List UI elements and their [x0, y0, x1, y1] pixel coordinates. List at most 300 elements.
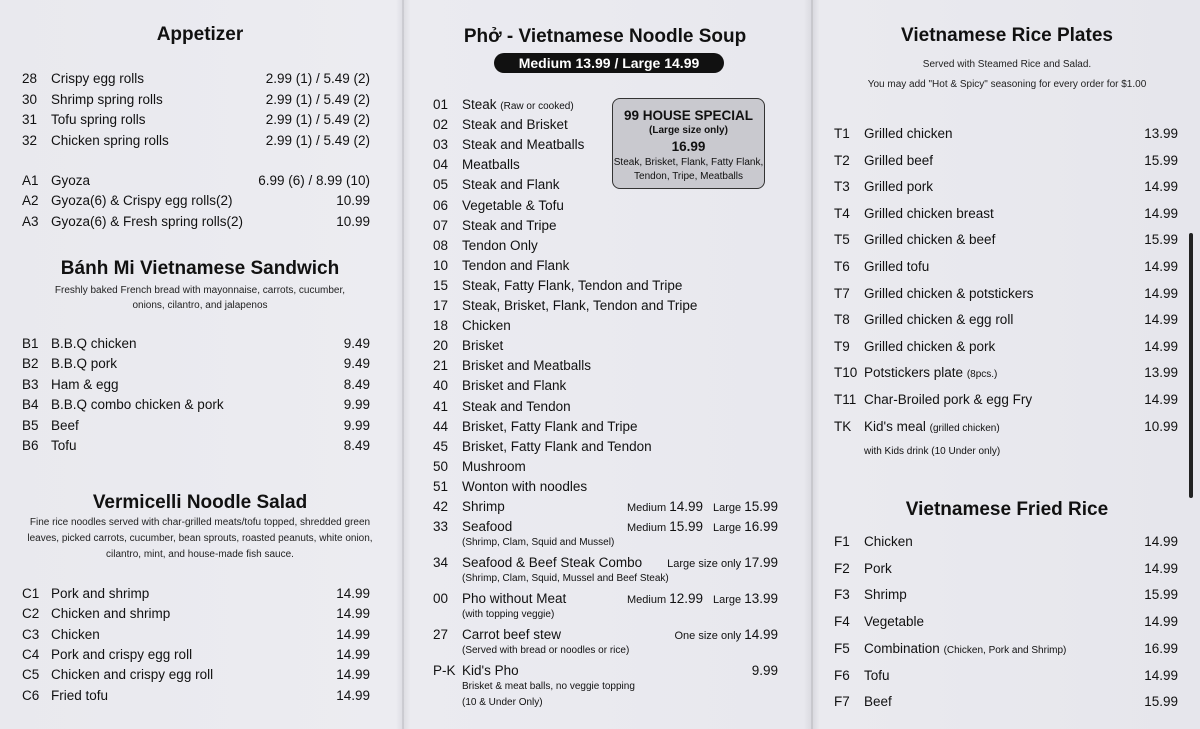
item-name-text: Steak, Brisket, Flank, Tendon and Tripe [462, 298, 698, 313]
item-name-text: Char-Broiled pork & egg Fry [864, 392, 1033, 407]
item-code: T7 [834, 285, 850, 301]
menu-item [834, 364, 1178, 382]
item-code: 10 [433, 257, 449, 273]
pho-size-badge: Medium 13.99 / Large 14.99 [494, 53, 724, 73]
rice-plates-desc [812, 55, 1200, 95]
item-code: F4 [834, 614, 850, 630]
item-name [51, 417, 79, 435]
price-label: Large [713, 502, 742, 514]
menu-item [834, 311, 1178, 329]
item-name [462, 156, 520, 174]
item-note: (grilled chicken) [929, 422, 1000, 434]
item-price: 14.99 [336, 687, 370, 703]
item-price: 14.99 [1144, 285, 1178, 301]
item-name-text: Brisket, Fatty Flank and Tendon [462, 438, 652, 454]
item-name [462, 217, 557, 235]
item-price: 14.99 [1144, 392, 1178, 407]
item-name-text: Grilled chicken & egg roll [864, 312, 1014, 328]
house-special-title: 99 HOUSE SPECIAL [623, 108, 754, 123]
item-name-text: Pork and shrimp [51, 586, 150, 601]
menu-item [834, 205, 1178, 223]
item-code: 42 [433, 499, 449, 514]
item-name [864, 125, 953, 143]
item-code: C1 [22, 586, 40, 601]
item-price: 2.99 (1) / 5.49 (2) [265, 133, 370, 148]
price-label: Medium [627, 522, 667, 535]
item-name [462, 626, 561, 644]
item-price: 14.99 [1144, 338, 1178, 354]
item-price: 14.99 [336, 646, 370, 662]
item-code: C2 [22, 606, 40, 622]
item-code: 45 [433, 438, 449, 454]
house-special-desc: Steak, Brisket, Flank, Fatty Flank, [613, 157, 764, 168]
item-name-text: Gyoza(6) & Crispy egg rolls(2) [51, 193, 233, 208]
item-name-text: Ham & egg [51, 376, 119, 392]
price-label: Large [713, 594, 742, 607]
item-name [51, 605, 170, 623]
item-code: 28 [22, 71, 38, 86]
item-name-text: Steak and Tendon [462, 398, 571, 414]
price-value: 14.99 [744, 627, 778, 643]
item-code: 21 [433, 358, 449, 374]
item-name [51, 646, 192, 664]
item-name-text: Chicken spring rolls [51, 133, 169, 148]
item-code: T5 [834, 232, 850, 248]
menu-item [834, 640, 1178, 658]
menu-item [22, 437, 370, 455]
item-price: 15.99 [1144, 232, 1178, 248]
price-value: 13.99 [744, 591, 778, 607]
item-name [462, 116, 568, 134]
menu-item [834, 152, 1178, 170]
item-name [51, 396, 224, 414]
item-code: 40 [433, 378, 449, 394]
item-price: 14.99 [336, 626, 370, 642]
item-name [51, 213, 243, 231]
menu-item [433, 176, 778, 194]
menu-item [433, 237, 778, 255]
item-name-text: Pork and crispy egg roll [51, 646, 193, 662]
item-price: 8.49 [343, 376, 370, 392]
item-price: 9.49 [343, 356, 370, 372]
item-price: 10.99 [336, 193, 370, 208]
item-name-text: Kid's meal [864, 418, 926, 434]
desc-line: leaves, picked carrots, cucumber, bean sprouts, roasted peanuts, white onion, [27, 533, 373, 544]
item-name [462, 662, 519, 680]
item-name [864, 391, 1032, 409]
item-name [864, 364, 997, 384]
item-code: 31 [22, 112, 38, 127]
price-label: Large [713, 522, 742, 535]
item-name [864, 667, 890, 685]
item-code: T11 [834, 392, 857, 407]
item-subtext: Brisket & meat balls, no veggie topping [462, 681, 635, 693]
item-name [864, 613, 924, 631]
item-price: 9.99 [343, 397, 370, 413]
item-name [864, 231, 995, 249]
item-code: 01 [433, 97, 449, 112]
item-code: TK [834, 418, 852, 434]
item-code: 50 [433, 458, 449, 474]
desc-line: Served with Steamed Rice and Salad. [922, 59, 1092, 70]
price-option [627, 519, 703, 535]
menu-item [22, 335, 370, 353]
item-name [462, 317, 511, 335]
menu-item [433, 478, 778, 496]
item-code: B1 [22, 336, 39, 351]
price-option [674, 627, 778, 643]
item-name-text: Meatballs [462, 157, 520, 173]
item-code: F5 [834, 640, 850, 656]
item-prices [664, 626, 778, 645]
menu-item [433, 418, 778, 436]
price-label: Medium [627, 502, 667, 514]
item-name [51, 666, 213, 684]
price-option [713, 499, 778, 514]
menu-item [22, 376, 370, 394]
menu-item [22, 646, 370, 664]
menu-item [834, 560, 1178, 578]
item-code: 00 [433, 591, 449, 607]
item-code: 32 [22, 133, 38, 148]
menu-item [433, 518, 778, 536]
item-price: 14.99 [1144, 312, 1178, 328]
item-prices [617, 590, 778, 609]
item-code: 06 [433, 197, 449, 213]
desc-line: cilantro, mint, and house-made fish sauce. [106, 549, 294, 560]
item-name-text: Grilled chicken & beef [864, 232, 996, 248]
item-note: (Chicken, Pork and Shrimp) [943, 644, 1067, 656]
rice-plates-title: Vietnamese Rice Plates [901, 25, 1113, 46]
scrollbar[interactable] [1189, 233, 1193, 498]
menu-item [433, 136, 778, 154]
item-name [51, 335, 137, 353]
menu-item [433, 662, 778, 680]
item-name [864, 258, 929, 276]
item-name-text: Fried tofu [51, 687, 109, 703]
item-code: C4 [22, 646, 40, 662]
item-name-text: Chicken and crispy egg roll [51, 667, 214, 683]
item-name [51, 70, 144, 88]
menu-item [22, 417, 370, 435]
item-name [864, 693, 892, 711]
item-code: 34 [433, 555, 449, 571]
menu-item [433, 357, 778, 375]
item-name-text: Tofu [864, 667, 890, 683]
item-price: 15.99 [1144, 694, 1178, 710]
vermicelli-desc [0, 515, 400, 563]
menu-item [834, 613, 1178, 631]
item-price: 15.99 [1144, 587, 1178, 603]
menu-item [834, 178, 1178, 196]
item-code: 41 [433, 398, 449, 414]
item-name-text: Grilled tofu [864, 259, 930, 274]
item-name-text: Carrot beef stew [462, 627, 562, 643]
fold-line [402, 0, 404, 729]
menu-item [433, 317, 778, 335]
item-subtext: (with topping veggie) [462, 609, 555, 621]
item-name [51, 111, 146, 129]
item-code: B5 [22, 417, 39, 433]
item-price: 14.99 [336, 586, 370, 601]
item-price: 14.99 [1144, 667, 1178, 683]
item-note: (Raw or cooked) [500, 101, 574, 112]
item-name [462, 398, 571, 416]
item-code: 33 [433, 519, 449, 535]
item-code: 03 [433, 137, 449, 153]
house-special-price: 16.99 [671, 139, 706, 154]
item-name-text: Chicken and shrimp [51, 606, 171, 622]
item-subtext: (10 & Under Only) [462, 697, 543, 709]
item-name [462, 237, 538, 255]
item-prices [657, 554, 778, 573]
item-name [51, 172, 90, 190]
menu-item [834, 693, 1178, 711]
menu-item [22, 585, 370, 603]
item-name-text: Seafood [462, 519, 513, 535]
menu-item [22, 111, 370, 129]
desc-line: Fine rice noodles served with char-grilled meats/tofu topped, shredded green [29, 517, 371, 528]
item-name [462, 136, 584, 154]
item-price: 6.99 (6) / 8.99 (10) [258, 173, 370, 188]
item-code: F1 [834, 534, 850, 549]
item-name-text: Brisket, Fatty Flank and Tripe [462, 418, 638, 434]
fried-rice-title: Vietnamese Fried Rice [905, 499, 1109, 520]
menu-item [433, 197, 778, 215]
item-code: C3 [22, 626, 40, 642]
item-name-text: Shrimp spring rolls [51, 92, 163, 107]
vermicelli-title: Vermicelli Noodle Salad [92, 492, 308, 513]
item-name-text: Brisket and Flank [462, 378, 567, 394]
item-name-text: Pho without Meat [462, 591, 567, 607]
item-name [864, 338, 995, 356]
menu-item [433, 337, 778, 355]
item-name [864, 640, 1066, 660]
menu-item [22, 687, 370, 705]
item-code: C6 [22, 687, 40, 703]
menu-item [433, 96, 778, 114]
item-name [864, 418, 1000, 438]
item-code: 18 [433, 318, 449, 334]
menu-item [834, 258, 1178, 276]
item-name-text: Brisket [462, 338, 504, 354]
item-name-text: Grilled beef [864, 152, 934, 168]
price-option [627, 591, 703, 607]
item-code: T1 [834, 126, 850, 141]
item-note: (8pcs.) [966, 369, 998, 381]
item-code: T4 [834, 205, 850, 221]
item-name-text: Chicken [864, 534, 913, 549]
item-name-text: Grilled chicken [864, 126, 953, 141]
item-name-text: Wonton with noodles [462, 478, 588, 494]
item-name-text: Combination [864, 640, 940, 656]
item-name [51, 91, 163, 109]
item-name [51, 687, 108, 705]
item-code: T3 [834, 179, 850, 195]
item-name-text: Brisket and Meatballs [462, 358, 592, 374]
item-name-text: Shrimp [864, 587, 907, 603]
item-name-text: Steak and Tripe [462, 217, 557, 233]
menu-item [433, 458, 778, 476]
price-value: 15.99 [744, 499, 778, 514]
item-code: B3 [22, 376, 39, 392]
item-code: F2 [834, 560, 850, 576]
item-code: F3 [834, 587, 850, 603]
item-code: B2 [22, 356, 39, 372]
price-value: 12.99 [669, 591, 703, 607]
item-name-text: Shrimp [462, 499, 505, 514]
item-name [462, 498, 505, 516]
menu-item [433, 297, 778, 315]
item-name-text: Pork [864, 560, 892, 576]
item-name [462, 518, 512, 536]
item-code: 20 [433, 338, 449, 354]
menu-item [22, 172, 370, 190]
item-name-text: Beef [51, 417, 79, 433]
menu-item [834, 667, 1178, 685]
menu-item [834, 285, 1178, 303]
item-name-text: B.B.Q combo chicken & pork [51, 397, 224, 413]
item-name [864, 205, 994, 223]
item-price: 2.99 (1) / 5.49 (2) [265, 112, 370, 127]
menu-item [433, 156, 778, 174]
item-name [51, 132, 169, 150]
menu-item [22, 626, 370, 644]
item-name [462, 590, 566, 608]
item-code: P-K [433, 663, 456, 679]
item-name [51, 585, 149, 603]
item-name-text: Crispy egg rolls [51, 71, 145, 86]
menu-item [834, 391, 1178, 409]
house-special-note: (Large size only) [649, 125, 728, 136]
item-name-text: Tendon and Flank [462, 257, 570, 273]
item-name-text: Potstickers plate [864, 365, 964, 381]
item-name [462, 357, 591, 375]
price-option [713, 591, 778, 607]
item-price: 14.99 [336, 606, 370, 622]
item-name [462, 458, 526, 476]
item-code: 15 [433, 277, 449, 293]
menu-item [433, 554, 778, 572]
item-name [462, 257, 569, 275]
item-name-text: Mushroom [462, 458, 526, 474]
item-price: 2.99 (1) / 5.49 (2) [265, 71, 370, 86]
item-price: 2.99 (1) / 5.49 (2) [265, 92, 370, 107]
item-subtext: (Served with bread or noodles or rice) [462, 645, 630, 657]
item-subtext: with Kids drink (10 Under only) [864, 445, 1001, 457]
house-special-desc: Tendon, Tripe, Meatballs [634, 171, 743, 182]
menu-item [433, 377, 778, 395]
item-name-text: Tofu [51, 438, 77, 453]
item-name [864, 285, 1034, 303]
item-code: 27 [433, 627, 449, 643]
item-name-text: Grilled chicken & pork [864, 338, 996, 354]
item-name-text: B.B.Q pork [51, 356, 118, 372]
menu-item [834, 125, 1178, 143]
item-name-text: Seafood & Beef Steak Combo [462, 555, 643, 571]
item-name [864, 533, 913, 551]
menu-item [22, 192, 370, 210]
item-code: T8 [834, 312, 850, 328]
price-value: 14.99 [669, 499, 703, 514]
item-name-text: Chicken [51, 626, 100, 642]
item-price: 13.99 [1144, 365, 1178, 381]
item-name-text: Steak and Brisket [462, 117, 568, 133]
appetizer-title: Appetizer [156, 24, 244, 45]
item-code: 08 [433, 237, 449, 253]
price-option [667, 555, 778, 571]
item-price: 14.99 [1144, 179, 1178, 195]
item-name [462, 337, 503, 355]
item-price: 14.99 [336, 667, 370, 683]
menu-item [22, 132, 370, 150]
item-price: 8.49 [343, 438, 370, 453]
item-name-text: Steak, Fatty Flank, Tendon and Tripe [462, 277, 683, 293]
menu-item [433, 116, 778, 134]
item-price: 14.99 [1144, 534, 1178, 549]
item-name-text: Steak and Meatballs [462, 137, 585, 153]
item-name-text: Vegetable & Tofu [462, 197, 564, 213]
item-code: A1 [22, 173, 39, 188]
item-price: 16.99 [1144, 640, 1178, 656]
menu-item [22, 666, 370, 684]
item-name [864, 311, 1013, 329]
item-price: 13.99 [1144, 126, 1178, 141]
price-value: 16.99 [744, 519, 778, 535]
item-subtext: (Shrimp, Clam, Squid and Mussel) [462, 537, 615, 549]
item-code: 44 [433, 418, 449, 434]
item-name-text: Steak and Flank [462, 177, 560, 193]
item-price: 15.99 [1144, 152, 1178, 168]
item-code: 05 [433, 177, 449, 193]
price-label: Large size only [667, 558, 742, 571]
item-name [51, 626, 100, 644]
item-name [51, 355, 117, 373]
item-price: 9.99 [343, 417, 370, 433]
item-name [51, 376, 119, 394]
item-name [462, 176, 560, 194]
item-name-text: Chicken [462, 318, 511, 334]
item-name-text: Steak [462, 97, 497, 112]
item-code: F6 [834, 667, 850, 683]
item-code: 51 [433, 478, 449, 494]
item-subtext: (Shrimp, Clam, Squid, Mussel and Beef Steak) [462, 573, 669, 585]
fold-line [811, 0, 813, 729]
banhmi-desc [0, 283, 400, 313]
item-name-text: Vegetable [864, 614, 925, 630]
item-name [864, 586, 907, 604]
price-value: 15.99 [669, 519, 703, 535]
desc-line: You may add "Hot & Spicy" seasoning for every order for $1.00 [867, 79, 1147, 90]
item-code: 07 [433, 217, 449, 233]
item-code: B6 [22, 438, 39, 453]
item-code: T9 [834, 338, 850, 354]
item-code: 30 [22, 92, 38, 107]
menu-item [433, 398, 778, 416]
item-name [462, 377, 566, 395]
item-code: 17 [433, 298, 449, 313]
item-name [462, 418, 638, 436]
menu-item [834, 533, 1178, 551]
item-name [462, 197, 564, 215]
price-value: 17.99 [744, 555, 778, 571]
menu-item [22, 70, 370, 88]
menu-item [834, 418, 1178, 436]
item-name [462, 96, 574, 116]
menu-item [433, 438, 778, 456]
item-price: 10.99 [336, 214, 370, 229]
item-name [864, 560, 892, 578]
